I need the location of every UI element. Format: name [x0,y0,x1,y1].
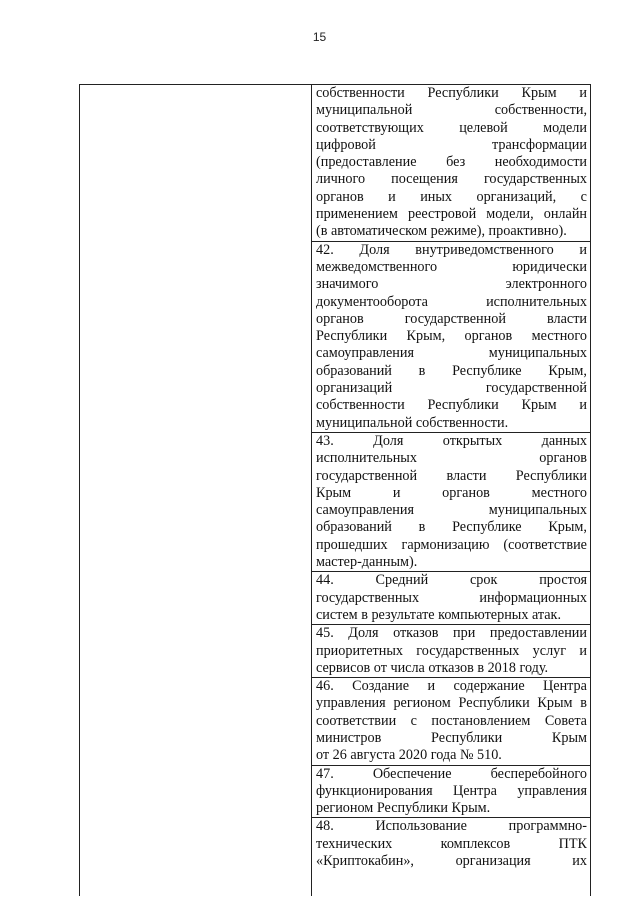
text-line: от 26 августа 2020 года № 510. [316,747,502,764]
text-line: органов и иных организаций, с [316,188,587,205]
text-line: 44. Средний срок простоя [316,572,587,589]
text-line: образований в Республике Крым, [316,362,587,379]
page-number: 15 [312,30,327,44]
table-left-column [80,85,312,896]
text-line: Республики Крым, органов местного [316,328,587,345]
text-line: (предоставление без необходимости [316,154,587,171]
text-line: цифровой трансформации [316,136,587,153]
text-line: межведомственного юридически [316,258,587,275]
text-line: функционирования Центра управления [316,782,587,799]
text-line: личного посещения государственных [316,171,587,188]
text-line: образований в Республике Крым, [316,519,587,536]
text-line: приоритетных государственных услуг и [316,642,587,659]
table-cell [313,678,589,764]
text-line: регионом Республики Крым. [316,800,491,817]
text-line: самоуправления муниципальных [316,502,587,519]
text-line: государственных информационных [316,589,587,606]
table-cell [313,818,589,870]
table-cell [313,766,589,818]
text-line: собственности Республики Крым и [316,397,587,414]
table-cell [313,625,589,677]
text-line: сервисов от числа отказов в 2018 году. [316,659,549,676]
text-line: систем в результате компьютерных атак. [316,606,561,623]
text-line: организаций государственной [316,380,587,397]
text-line: исполнительных органов [316,450,587,467]
table-cell [313,242,589,432]
text-line: «Криптокабин», организация их [316,853,587,870]
text-line: органов государственной власти [316,310,587,327]
text-line: значимого электронного [316,276,587,293]
text-line: самоуправления муниципальных [316,345,587,362]
text-line: Крым и органов местного [316,484,587,501]
text-line: 43. Доля открытых данных [316,432,587,449]
text-line: муниципальной собственности, [316,102,587,119]
text-line: технических комплексов ПТК [316,835,587,852]
text-line: управления регионом Республики Крым в [316,695,587,712]
text-line: соответствующих целевой модели [316,119,587,136]
text-line: собственности Республики Крым и [316,85,587,101]
table-cell [313,85,589,241]
text-line: 48. Использование программно- [316,818,587,835]
indicator-table [79,84,591,896]
text-line: соответствии с постановлением Совета [316,712,587,729]
text-line: 42. Доля внутриведомственного и [316,241,587,258]
text-line: 45. Доля отказов при предоставлении [316,625,587,642]
text-line: 46. Создание и содержание Центра [316,678,587,695]
text-line: применением реестровой модели, онлайн [316,206,587,223]
text-line: государственной власти Республики [316,467,587,484]
text-line: прошедших гармонизацию (соответствие [316,536,587,553]
text-line: документооборота исполнительных [316,293,587,310]
table-right-column [313,85,589,896]
table-cell [313,572,589,624]
text-line: 47. Обеспечение бесперебойного [316,765,587,782]
table-cell [313,433,589,571]
text-line: мастер-данным). [316,554,418,571]
text-line: министров Республики Крым [316,729,587,746]
text-line: (в автоматическом режиме), проактивно). [316,223,567,240]
text-line: муниципальной собственности. [316,414,509,431]
